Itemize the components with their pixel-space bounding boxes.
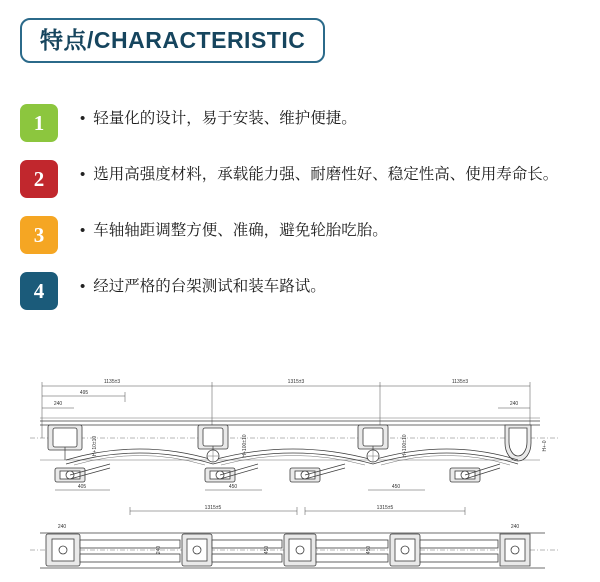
dim-vertical-1: H+10±10: [92, 435, 98, 457]
feature-text-3: 车轴轴距调整方便、准确，避免轮胎吃胎。: [93, 222, 388, 239]
feature-text-1: 轻量化的设计，易于安装、维护便捷。: [93, 110, 357, 127]
page-title: 特点/CHARACTERISTIC: [40, 27, 306, 53]
dim-plan-5: 240: [510, 524, 520, 530]
dim-plan-4: 450: [366, 545, 372, 555]
leaf-spring-3: [373, 449, 518, 465]
feature-list: [20, 104, 580, 328]
feature-text-4: 经过严格的台架测试和装车路试。: [93, 278, 326, 295]
feature-body-4: [58, 272, 580, 299]
dim-right-240: 240: [509, 401, 519, 407]
bullet-icon: •: [80, 222, 86, 239]
equalizer-pivot-2: [367, 450, 379, 462]
feature-number-badge-4: 4: [20, 272, 58, 310]
feature-number-badge-1: 1: [20, 104, 58, 142]
bullet-icon: •: [80, 110, 86, 127]
page-title-box: [20, 18, 325, 63]
dim-plan-3: 450: [264, 545, 270, 555]
dim-plan-1: 240: [57, 524, 67, 530]
bullet-icon: •: [80, 166, 86, 183]
hanger-bracket-4: [505, 425, 531, 461]
list-item: [20, 104, 580, 142]
hanger-bracket-1: [48, 425, 82, 460]
dim-plan-2: 240: [156, 545, 162, 555]
dim-vertical-4: H+-0: [542, 440, 548, 452]
list-item: [20, 272, 580, 310]
list-item: [20, 160, 580, 198]
plan-view: [30, 524, 560, 568]
dim-left-495: 495: [79, 390, 89, 396]
dim-bottom-1: 1315±5: [204, 505, 222, 511]
suspension-assembly-technical-drawing: [0, 368, 600, 582]
dim-left-240: 240: [53, 401, 63, 407]
dim-vertical-2: H+100±10: [242, 434, 248, 458]
feature-text-2: 选用高强度材料，承载能力强、耐磨性好、稳定性高、使用寿命长。: [93, 166, 559, 183]
feature-body-2: [58, 160, 580, 187]
dim-vertical-3: H+100±10: [402, 434, 408, 458]
dim-lower-3: 450: [391, 484, 401, 490]
dim-top-3: 1135±3: [451, 379, 469, 385]
feature-number-badge-3: 3: [20, 216, 58, 254]
equalizer-pivot-1: [207, 450, 219, 462]
list-item: [20, 216, 580, 254]
dim-top-1: 1135±3: [103, 379, 121, 385]
leaf-spring-2: [213, 449, 373, 465]
dim-bottom-2: 1315±5: [376, 505, 394, 511]
dim-lower-2: 450: [228, 484, 238, 490]
feature-body-3: [58, 216, 580, 243]
dim-top-2: 1315±3: [287, 379, 305, 385]
bullet-icon: •: [80, 278, 86, 295]
feature-body-1: [58, 104, 580, 131]
feature-number-badge-2: 2: [20, 160, 58, 198]
dim-lower-1: 405: [77, 484, 87, 490]
leaf-spring-1: [66, 449, 213, 465]
